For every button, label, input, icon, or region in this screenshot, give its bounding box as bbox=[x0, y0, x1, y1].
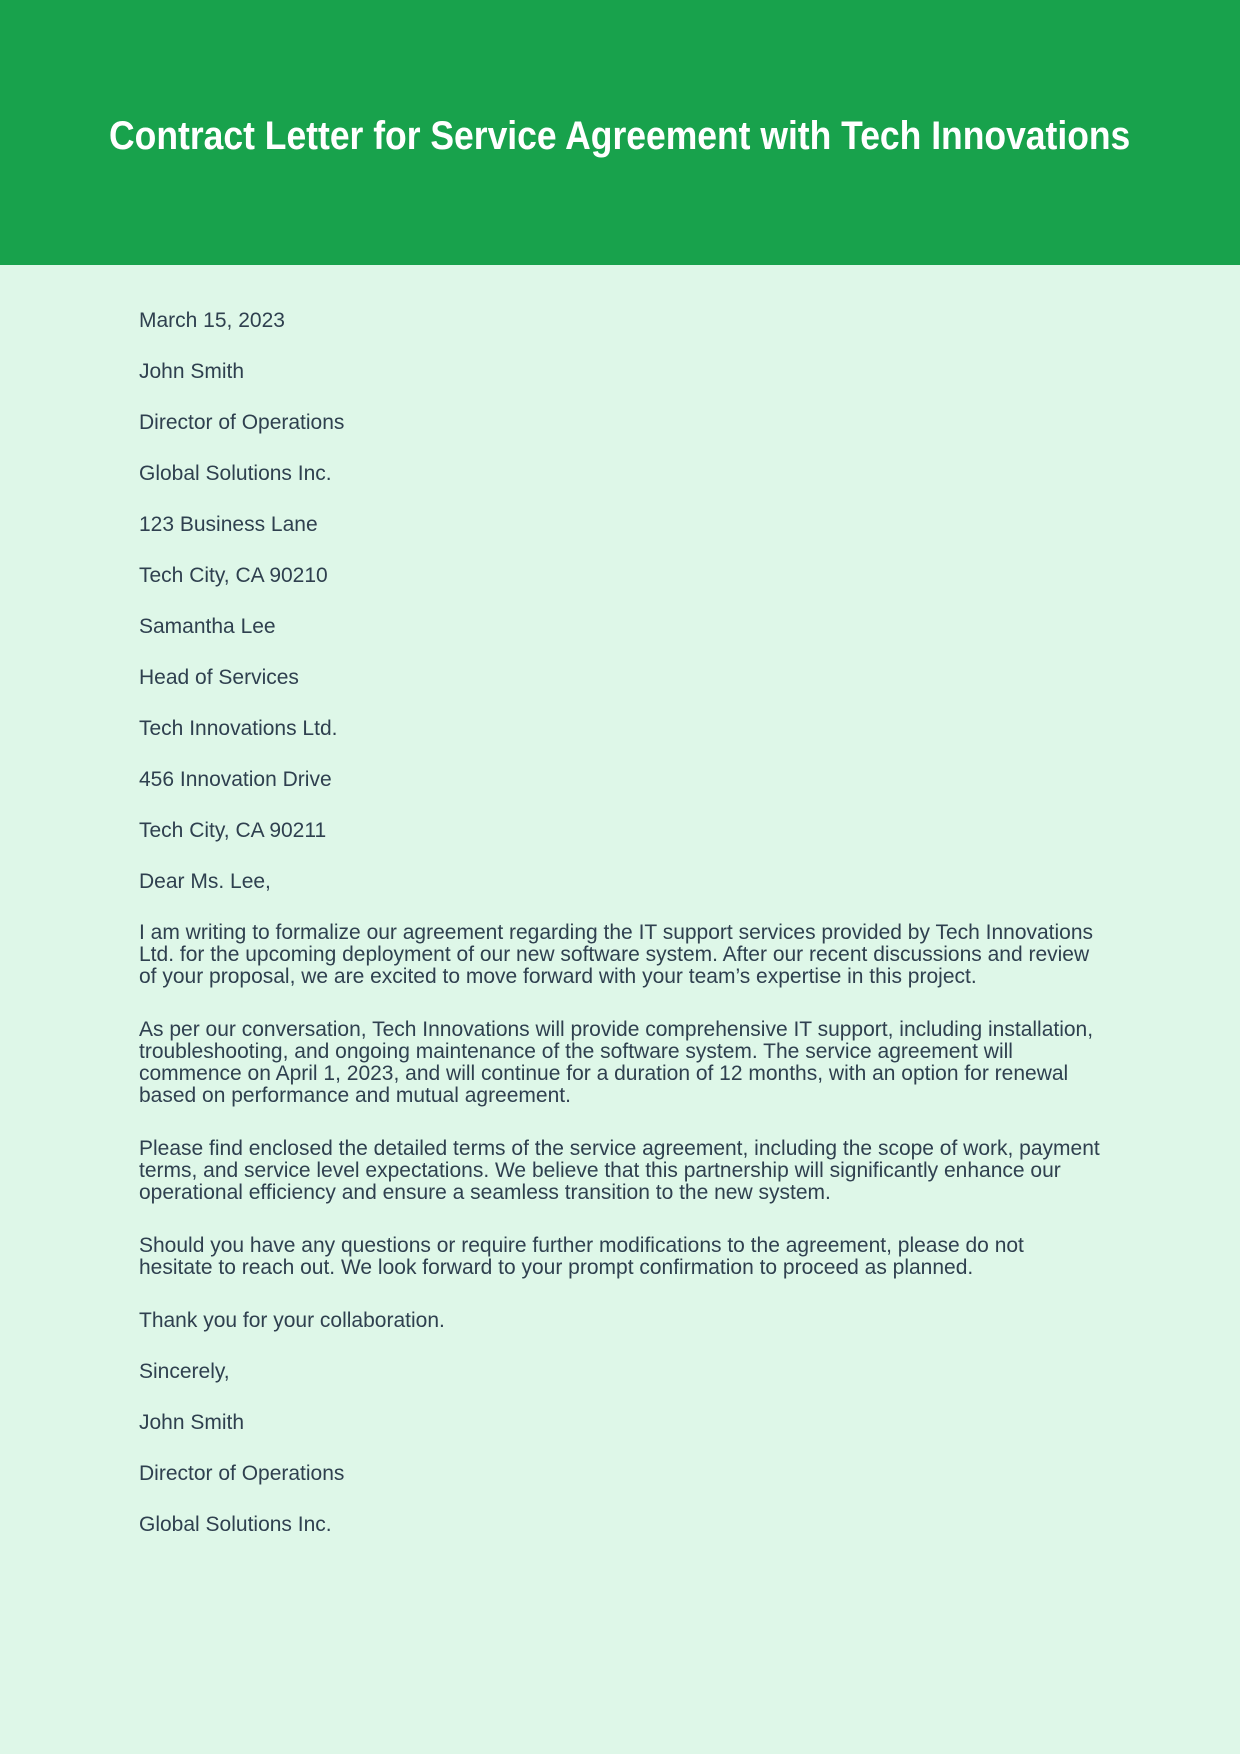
salutation-line: Dear Ms. Lee, bbox=[139, 870, 271, 893]
recipient-title-line: Head of Services bbox=[139, 666, 299, 689]
sender-title-line: Director of Operations bbox=[139, 411, 345, 434]
header-band bbox=[0, 0, 1240, 265]
signature-title-line: Director of Operations bbox=[139, 1462, 345, 1485]
letter-body bbox=[0, 265, 1101, 1536]
date-line: March 15, 2023 bbox=[139, 309, 285, 332]
paragraph-2: As per our conversation, Tech Innovations will provide comprehensive IT support, including installation, troubleshooting, and ongoing maintenance of the software system. The service agreement will commence on April 1, 2023, and will continue for a duration of 12 months, with an option for renewal based on performance and mutual agreement. bbox=[139, 1018, 1094, 1107]
paragraph-3: Please find enclosed the detailed terms of the service agreement, including the scope of work, payment terms, and service level expectations. We believe that this partnership will significantly enhance our operational efficiency and ensure a seamless transition to the new system. bbox=[139, 1137, 1100, 1204]
recipient-city-line: Tech City, CA 90211 bbox=[139, 819, 327, 842]
sender-company-line: Global Solutions Inc. bbox=[139, 462, 332, 485]
sender-street-line: 123 Business Lane bbox=[139, 513, 318, 536]
closing-line: Sincerely, bbox=[139, 1360, 230, 1383]
signature-name-line: John Smith bbox=[139, 1411, 245, 1434]
paragraph-4: Should you have any questions or require further modifications to the agreement, please do not hesitate to reach out. We look forward to your prompt confirmation to proceed as planned. bbox=[139, 1234, 1024, 1279]
contract-title: Contract Letter for Service Agreement with Tech Innovations bbox=[109, 114, 1131, 158]
recipient-street-line: 456 Innovation Drive bbox=[139, 768, 332, 791]
recipient-name-line: Samantha Lee bbox=[139, 615, 276, 638]
paragraph-1: I am writing to formalize our agreement regarding the IT support services provided by Tech Innovations Ltd. for the upcoming deployment of our new software system. After our recent discussions and review of your proposal, we are excited to move forward with your team’s expertise in this project. bbox=[139, 921, 1094, 988]
thanks-line: Thank you for your collaboration. bbox=[139, 1309, 445, 1332]
signature-company-line: Global Solutions Inc. bbox=[139, 1513, 332, 1536]
sender-name-line: John Smith bbox=[139, 360, 245, 383]
sender-city-line: Tech City, CA 90210 bbox=[139, 564, 328, 587]
recipient-company-line: Tech Innovations Ltd. bbox=[139, 717, 338, 740]
